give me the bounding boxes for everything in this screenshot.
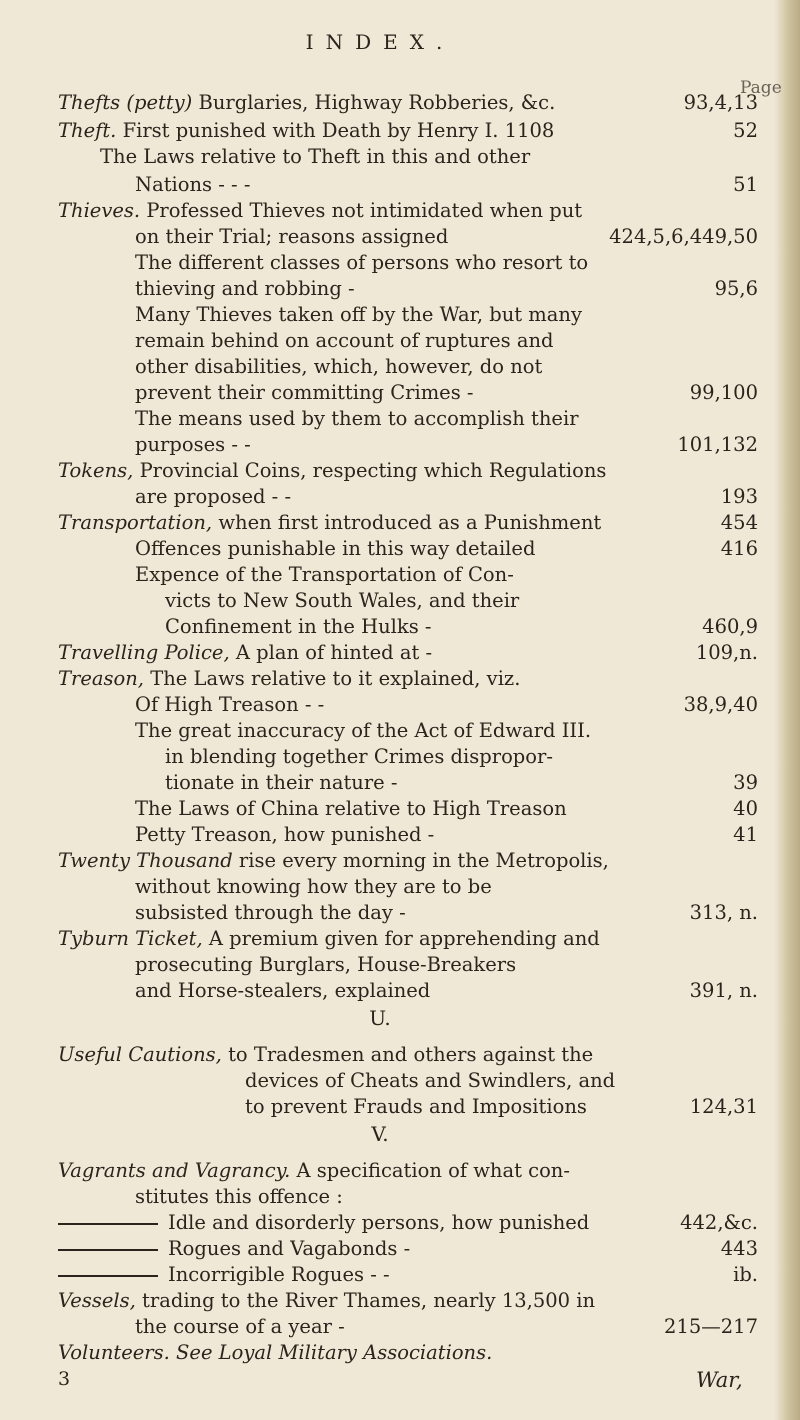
index-entry: Treason, The Laws relative to it explained, viz. bbox=[58, 667, 521, 690]
page-ref: 424,5,6,449,50 bbox=[609, 225, 758, 248]
page-ref: 416 bbox=[720, 537, 758, 560]
index-entry: purposes - - 101,132 bbox=[135, 430, 758, 460]
page-ref: 93,4,13 bbox=[683, 91, 758, 114]
ditto-rule bbox=[58, 1249, 158, 1251]
index-entry: The different classes of persons who resort to bbox=[135, 251, 589, 274]
page-ref: 313, n. bbox=[689, 901, 758, 924]
index-entry: Expence of the Transportation of Con- bbox=[135, 563, 514, 586]
page-edge-shadow bbox=[774, 0, 800, 1420]
page-ref: 193 bbox=[720, 485, 758, 508]
index-entry: to prevent Frauds and Impositions 124,31 bbox=[245, 1092, 758, 1122]
index-entry: Thefts (petty) Burglaries, Highway Robberies, &c. 93,4,13 bbox=[58, 88, 758, 118]
index-entry: Transportation, when first introduced as a Punishment 454 bbox=[58, 508, 758, 538]
signature-mark: 3 bbox=[58, 1368, 71, 1390]
ditto-rule bbox=[58, 1223, 158, 1225]
index-entry: without knowing how they are to be bbox=[135, 875, 492, 898]
page-ref: 442,&c. bbox=[680, 1211, 758, 1234]
page-ref: 101,132 bbox=[677, 433, 758, 456]
page-ref: 41 bbox=[733, 823, 758, 846]
section-letter-u: U. bbox=[369, 1006, 391, 1030]
index-entry: tionate in their nature - 39 bbox=[165, 768, 758, 798]
index-entry: Thieves. Professed Thieves not intimidated when put bbox=[58, 199, 583, 222]
index-entry: prosecuting Burglars, House-Breakers bbox=[135, 953, 517, 976]
catchword: War, bbox=[696, 1368, 743, 1392]
page-ref: 51 bbox=[733, 173, 758, 196]
page-ref: 40 bbox=[733, 797, 758, 820]
index-entry: the course of a year - 215—217 bbox=[135, 1312, 758, 1342]
index-entry: Petty Treason, how punished - 41 bbox=[135, 820, 758, 850]
page-ref: ib. bbox=[733, 1263, 758, 1286]
running-head: INDEX. bbox=[305, 30, 455, 54]
page-ref: 99,100 bbox=[689, 381, 758, 404]
page-ref: 124,31 bbox=[689, 1095, 758, 1118]
page-ref: 454 bbox=[720, 511, 758, 534]
page-column-label: Page bbox=[740, 78, 782, 98]
index-entry: Many Thieves taken off by the War, but many bbox=[135, 303, 582, 326]
index-entry: Confinement in the Hulks - 460,9 bbox=[165, 612, 758, 642]
section-letter-v: V. bbox=[371, 1122, 389, 1146]
index-entry: in blending together Crimes dispropor- bbox=[165, 745, 553, 768]
page-ref: 39 bbox=[733, 771, 758, 794]
index-entry: Rogues and Vagabonds - 443 bbox=[58, 1234, 758, 1264]
page-ref: 52 bbox=[733, 119, 758, 142]
index-entry: Nations - - - 51 bbox=[135, 170, 758, 200]
index-entry: prevent their committing Crimes - 99,100 bbox=[135, 378, 758, 408]
index-entry: Twenty Thousand rise every morning in the Metropolis, bbox=[58, 849, 609, 872]
index-entry: The Laws of China relative to High Treason 40 bbox=[135, 794, 758, 824]
index-entry: stitutes this offence : bbox=[135, 1185, 343, 1208]
page-ref: 109,n. bbox=[695, 641, 758, 664]
index-entry: Tokens, Provincial Coins, respecting which Regulations bbox=[58, 459, 607, 482]
index-entry: Incorrigible Rogues - - ib. bbox=[58, 1260, 758, 1290]
ditto-rule bbox=[58, 1275, 158, 1277]
index-entry: other disabilities, which, however, do not bbox=[135, 355, 543, 378]
index-entry: The Laws relative to Theft in this and other bbox=[100, 145, 531, 168]
index-entry: on their Trial; reasons assigned 424,5,6,449,50 bbox=[135, 222, 758, 252]
index-entry: are proposed - - 193 bbox=[135, 482, 758, 512]
index-entry: Of High Treason - - 38,9,40 bbox=[135, 690, 758, 720]
page-ref: 38,9,40 bbox=[683, 693, 758, 716]
index-entry: The great inaccuracy of the Act of Edward III. bbox=[135, 719, 592, 742]
index-entry: The means used by them to accomplish their bbox=[135, 407, 579, 430]
page-ref: 443 bbox=[720, 1237, 758, 1260]
page-ref: 95,6 bbox=[714, 277, 758, 300]
index-entry: Vessels, trading to the River Thames, nearly 13,500 in bbox=[58, 1289, 596, 1312]
index-entry: Vagrants and Vagrancy. A specification of what con- bbox=[58, 1159, 570, 1182]
page-ref: 215—217 bbox=[664, 1315, 758, 1338]
index-entry: Theft. First punished with Death by Henry I. 1108 52 bbox=[58, 116, 758, 146]
index-entry: Useful Cautions, to Tradesmen and others against the bbox=[58, 1043, 594, 1066]
index-entry: devices of Cheats and Swindlers, and bbox=[245, 1069, 616, 1092]
page-ref: 391, n. bbox=[689, 979, 758, 1002]
index-entry: and Horse-stealers, explained 391, n. bbox=[135, 976, 758, 1006]
index-entry: Idle and disorderly persons, how punished 442,&c. bbox=[58, 1208, 758, 1238]
page-ref: 460,9 bbox=[702, 615, 758, 638]
index-entry: thieving and robbing - 95,6 bbox=[135, 274, 758, 304]
index-entry: Volunteers. See Loyal Military Associations. bbox=[58, 1341, 493, 1364]
index-entry: Travelling Police, A plan of hinted at - 109,n. bbox=[58, 638, 758, 668]
index-entry: victs to New South Wales, and their bbox=[165, 589, 520, 612]
index-entry: Offences punishable in this way detailed 416 bbox=[135, 534, 758, 564]
index-entry: subsisted through the day - 313, n. bbox=[135, 898, 758, 928]
index-entry: Tyburn Ticket, A premium given for apprehending and bbox=[58, 927, 600, 950]
index-entry: remain behind on account of ruptures and bbox=[135, 329, 554, 352]
